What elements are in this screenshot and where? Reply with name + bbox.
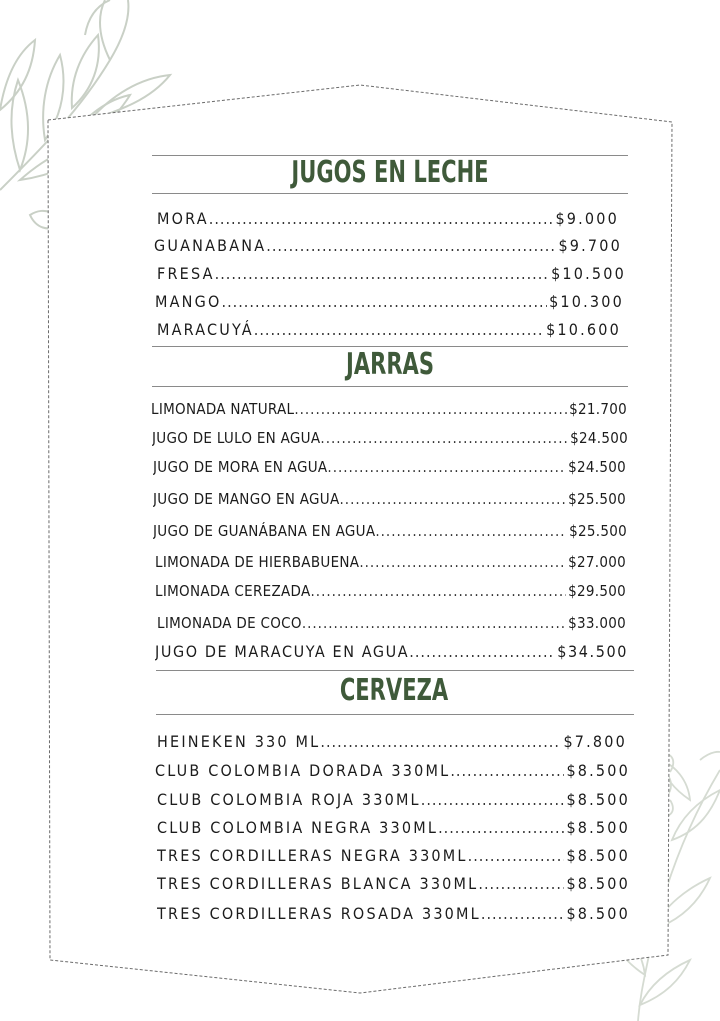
menu-item: [157, 209, 619, 228]
leader-dots: [450, 761, 564, 780]
section-top-rule: [156, 670, 634, 671]
item-name: TRES CORDILLERAS ROSADA 330ML: [157, 904, 481, 923]
item-name: LIMONADA CEREZADA: [155, 582, 311, 600]
item-price: $8.500: [566, 761, 630, 780]
menu-item: [155, 761, 630, 780]
item-name: HEINEKEN 330 ML: [157, 732, 321, 751]
item-price: $21.700: [569, 400, 627, 418]
item-price: $27.000: [568, 553, 626, 571]
menu-item: [157, 874, 630, 893]
item-price: $25.500: [568, 490, 626, 508]
item-name: MANGO: [155, 292, 222, 311]
leader-dots: [375, 522, 567, 540]
item-name: LIMONADA DE COCO: [157, 614, 302, 632]
leader-dots: [340, 490, 567, 508]
item-name: JUGO DE LULO EN AGUA: [152, 429, 321, 447]
item-price: $33.000: [568, 614, 626, 632]
leader-dots: [302, 614, 566, 632]
item-price: $24.500: [570, 429, 628, 447]
item-name: LIMONADA NATURAL: [151, 400, 295, 418]
leader-dots: [421, 790, 565, 809]
item-name: MORA: [157, 209, 209, 228]
item-name: CLUB COLOMBIA ROJA 330ML: [157, 790, 421, 809]
item-price: $10.300: [549, 292, 624, 311]
leader-dots: [468, 846, 565, 865]
leader-dots: [266, 236, 556, 255]
menu-item: [153, 522, 627, 540]
leader-dots: [481, 904, 565, 923]
menu-item: [157, 904, 630, 923]
item-name: JUGO DE MARACUYA EN AGUA: [155, 642, 410, 661]
item-price: $8.500: [566, 818, 630, 837]
leader-dots: [311, 582, 567, 600]
menu-item: [154, 236, 622, 255]
item-name: CLUB COLOMBIA DORADA 330ML: [155, 761, 451, 780]
leader-dots: [254, 320, 544, 339]
menu-item: [155, 642, 628, 661]
menu-item: [157, 264, 626, 283]
item-name: TRES CORDILLERAS NEGRA 330ML: [157, 846, 468, 865]
item-name: JUGO DE GUANÁBANA EN AGUA: [153, 522, 376, 540]
section-title-rule: [152, 193, 628, 194]
item-price: $29.500: [568, 582, 626, 600]
menu-item: [153, 458, 626, 476]
item-price: $10.500: [551, 264, 626, 283]
section-title-jarras: JARRAS: [345, 347, 434, 382]
menu-item: [157, 846, 630, 865]
menu-item: [153, 490, 626, 508]
leader-dots: [222, 292, 548, 311]
leader-dots: [294, 400, 567, 418]
leader-dots: [215, 264, 549, 283]
item-price: $8.500: [566, 904, 630, 923]
item-name: MARACUYÁ: [157, 320, 254, 339]
item-name: FRESA: [157, 264, 215, 283]
item-price: $8.500: [566, 874, 630, 893]
leader-dots: [478, 874, 564, 893]
leader-dots: [327, 458, 566, 476]
item-name: GUANABANA: [154, 236, 267, 255]
menu-item: [157, 614, 626, 632]
menu-item: [155, 292, 624, 311]
item-price: $8.500: [566, 846, 630, 865]
item-name: JUGO DE MORA EN AGUA: [153, 458, 328, 476]
section-title-rule: [156, 714, 634, 715]
item-price: $34.500: [557, 642, 628, 661]
section-title-rule: [152, 386, 628, 387]
menu-item: [157, 320, 621, 339]
menu-item: [152, 429, 628, 447]
item-price: $9.000: [555, 209, 619, 228]
section-title-cerveza: CERVEZA: [339, 673, 449, 708]
item-name: TRES CORDILLERAS BLANCA 330ML: [157, 874, 479, 893]
item-price: $25.500: [569, 522, 627, 540]
leader-dots: [209, 209, 554, 228]
leader-dots: [438, 818, 564, 837]
item-name: LIMONADA DE HIERBABUENA: [155, 553, 360, 571]
menu-item: [151, 400, 627, 418]
item-name: CLUB COLOMBIA NEGRA 330ML: [157, 818, 439, 837]
section-title-jugos-en-leche: JUGOS EN LECHE: [291, 155, 489, 190]
item-price: $10.600: [546, 320, 621, 339]
item-price: $24.500: [568, 458, 626, 476]
menu-item: [155, 553, 626, 571]
leader-dots: [320, 732, 561, 751]
menu-item: [157, 818, 630, 837]
leader-dots: [320, 429, 568, 447]
item-price: $8.500: [566, 790, 630, 809]
menu-item: [157, 732, 627, 751]
item-price: $7.800: [563, 732, 627, 751]
leader-dots: [409, 642, 555, 661]
menu-item: [155, 582, 626, 600]
item-name: JUGO DE MANGO EN AGUA: [153, 490, 340, 508]
menu-item: [157, 790, 630, 809]
item-price: $9.700: [558, 236, 622, 255]
leader-dots: [359, 553, 566, 571]
